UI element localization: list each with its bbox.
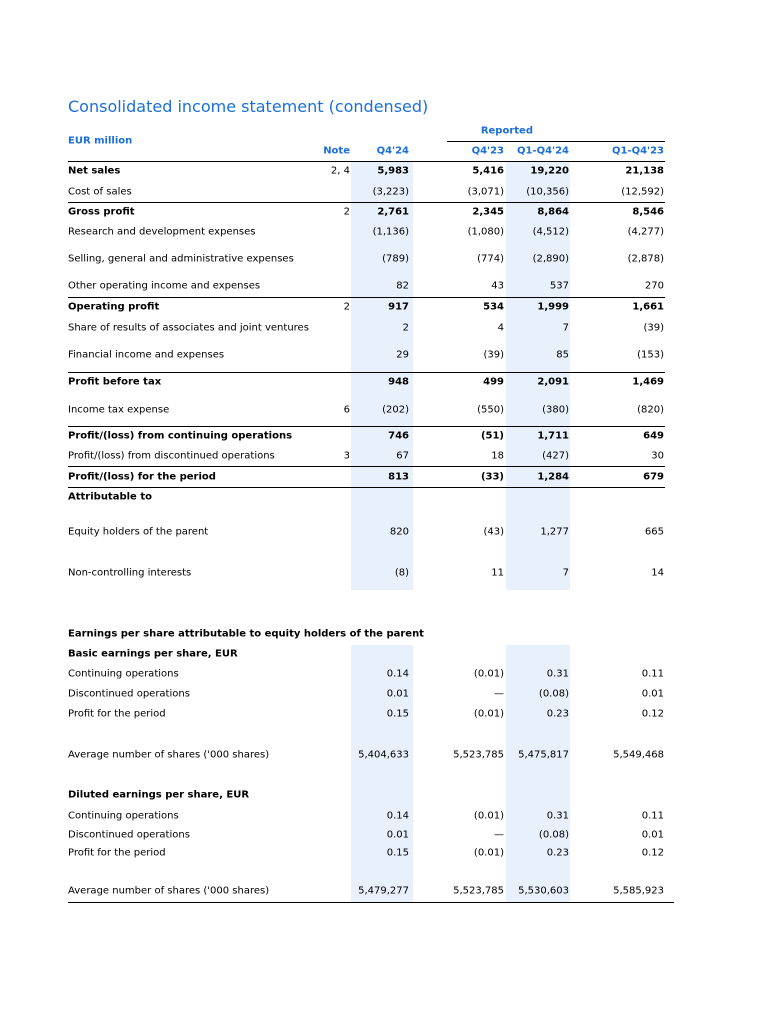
note-header: Note xyxy=(323,145,350,157)
col-header-q4-23: Q4'23 xyxy=(471,145,504,157)
basic-eps-heading: Basic earnings per share, EUR xyxy=(68,648,238,660)
diluted-eps-heading: Diluted earnings per share, EUR xyxy=(68,789,250,801)
row-rule xyxy=(68,426,665,427)
col-header-q1q4-23: Q1-Q4'23 xyxy=(611,145,664,157)
reported-rule xyxy=(447,141,665,142)
col-header-q1q4-24: Q1-Q4'24 xyxy=(516,145,569,157)
col-header-q4-24: Q4'24 xyxy=(376,145,409,157)
eps-title: Earnings per share attributable to equity holders of the parent xyxy=(68,628,424,640)
currency-label: EUR million xyxy=(68,135,133,147)
row-rule xyxy=(68,372,665,373)
row-rule xyxy=(68,202,665,203)
row-rule xyxy=(68,466,665,467)
highlight-q1q4-24-bottom xyxy=(506,645,570,903)
page-title: Consolidated income statement (condensed) xyxy=(68,97,429,116)
highlight-q4-24-bottom xyxy=(351,645,413,903)
header-rule xyxy=(68,161,665,162)
table-bottom-rule xyxy=(68,902,674,903)
reported-label: Reported xyxy=(480,125,533,137)
row-rule xyxy=(68,487,665,488)
row-rule xyxy=(68,297,665,298)
